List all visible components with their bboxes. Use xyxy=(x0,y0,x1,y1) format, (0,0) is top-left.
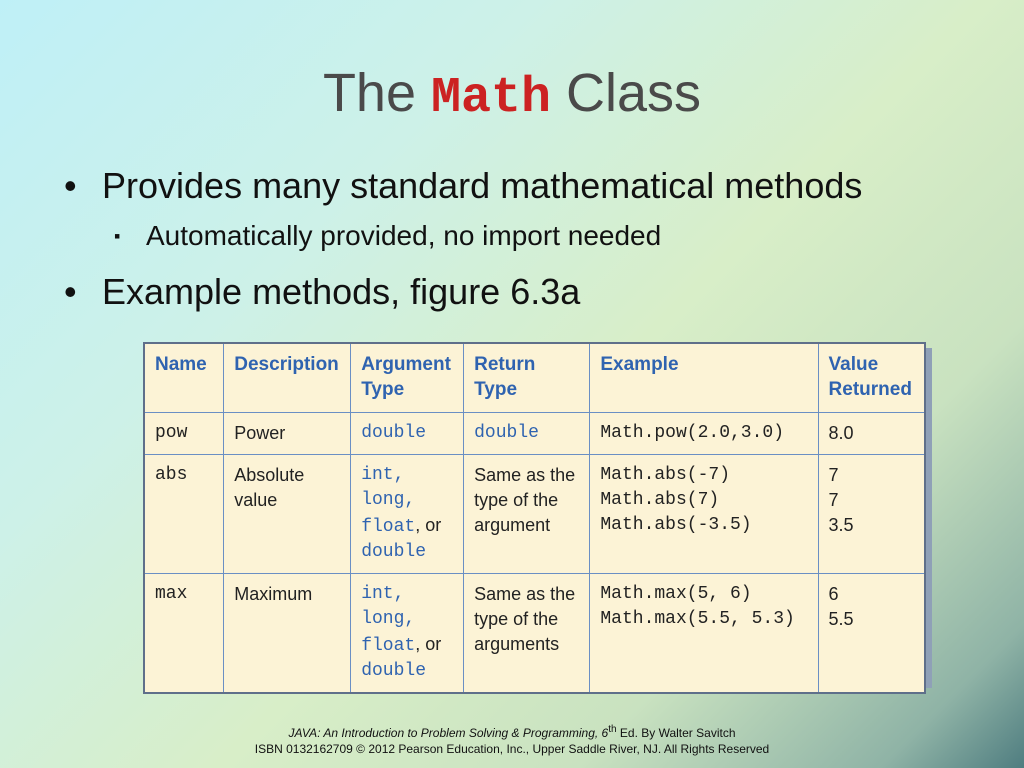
header-argument-type: Argument Type xyxy=(351,343,464,413)
arg-type-item: float xyxy=(361,636,416,656)
footer-line-2: ISBN 0132162709 © 2012 Pearson Education, Inc., Upper Saddle River, NJ. All Rights Reserved xyxy=(254,742,770,756)
table-row xyxy=(144,574,925,694)
cell-value-returned: 8.0 xyxy=(818,413,925,455)
cell-example xyxy=(590,574,818,694)
cell-name: pow xyxy=(144,413,224,455)
sub-bullet-1: ▪ Automatically provided, no import needed xyxy=(64,216,1004,256)
arg-type-connector: , or xyxy=(415,515,442,535)
title-post: Class xyxy=(551,63,702,123)
methods-table xyxy=(143,342,926,682)
cell-return-type: Same as the type of the argument xyxy=(464,455,590,574)
cell-return-type: Same as the type of the arguments xyxy=(464,574,590,694)
value-line: 7 xyxy=(828,465,839,485)
cell-value-returned xyxy=(818,455,925,574)
cell-value-returned xyxy=(818,574,925,694)
value-line: 3.5 xyxy=(828,515,854,535)
footer-book: JAVA: An Introduction to Problem Solving & Programming, 6 xyxy=(288,726,609,740)
table-row xyxy=(144,455,925,574)
arg-type-item: int, xyxy=(361,465,405,485)
title-code: Math xyxy=(431,70,552,127)
cell-description: Absolute value xyxy=(224,455,351,574)
arg-type-item: float xyxy=(361,517,416,537)
cell-argument-type xyxy=(351,455,464,574)
footer-citation xyxy=(0,722,1024,757)
cell-example xyxy=(590,455,818,574)
footer-edition-author: Ed. By Walter Savitch xyxy=(616,726,736,740)
table-header-row xyxy=(144,343,925,413)
arg-type-item: double xyxy=(361,661,427,681)
cell-argument-type xyxy=(351,574,464,694)
arg-type-item: long, xyxy=(361,490,416,510)
cell-argument-type: double xyxy=(351,413,464,455)
header-example: Example xyxy=(590,343,818,413)
cell-name: abs xyxy=(144,455,224,574)
arg-type-item: int, xyxy=(361,584,405,604)
cell-description: Maximum xyxy=(224,574,351,694)
example-line: Math.max(5.5, 5.3) xyxy=(600,609,795,629)
cell-description: Power xyxy=(224,413,351,455)
arg-type-item: double xyxy=(361,542,427,562)
title-pre: The xyxy=(322,63,431,123)
header-return-type: Return Type xyxy=(464,343,590,413)
slide-title xyxy=(0,58,1024,134)
bullet-1: • Provides many standard mathematical methods xyxy=(64,162,1004,210)
header-name: Name xyxy=(144,343,224,413)
footer-line-1 xyxy=(0,722,1024,741)
arg-type-connector: , or xyxy=(415,634,442,654)
cell-return-type: double xyxy=(464,413,590,455)
header-description: Description xyxy=(224,343,351,413)
value-line: 7 xyxy=(828,490,839,510)
footer-sup: th xyxy=(608,724,617,735)
value-line: 6 xyxy=(828,584,839,604)
arg-type-item: long, xyxy=(361,609,416,629)
example-line: Math.abs(-7) xyxy=(600,465,730,485)
value-line: 5.5 xyxy=(828,609,854,629)
example-line: Math.max(5, 6) xyxy=(600,584,752,604)
cell-example: Math.pow(2.0,3.0) xyxy=(590,413,818,455)
header-value-returned: Value Returned xyxy=(818,343,925,413)
cell-name: max xyxy=(144,574,224,694)
example-line: Math.abs(7) xyxy=(600,490,720,510)
bullet-2: • Example methods, figure 6.3a xyxy=(64,268,1004,316)
table-row xyxy=(144,413,925,455)
example-line: Math.abs(-3.5) xyxy=(600,515,752,535)
bullet-list xyxy=(64,162,1004,316)
